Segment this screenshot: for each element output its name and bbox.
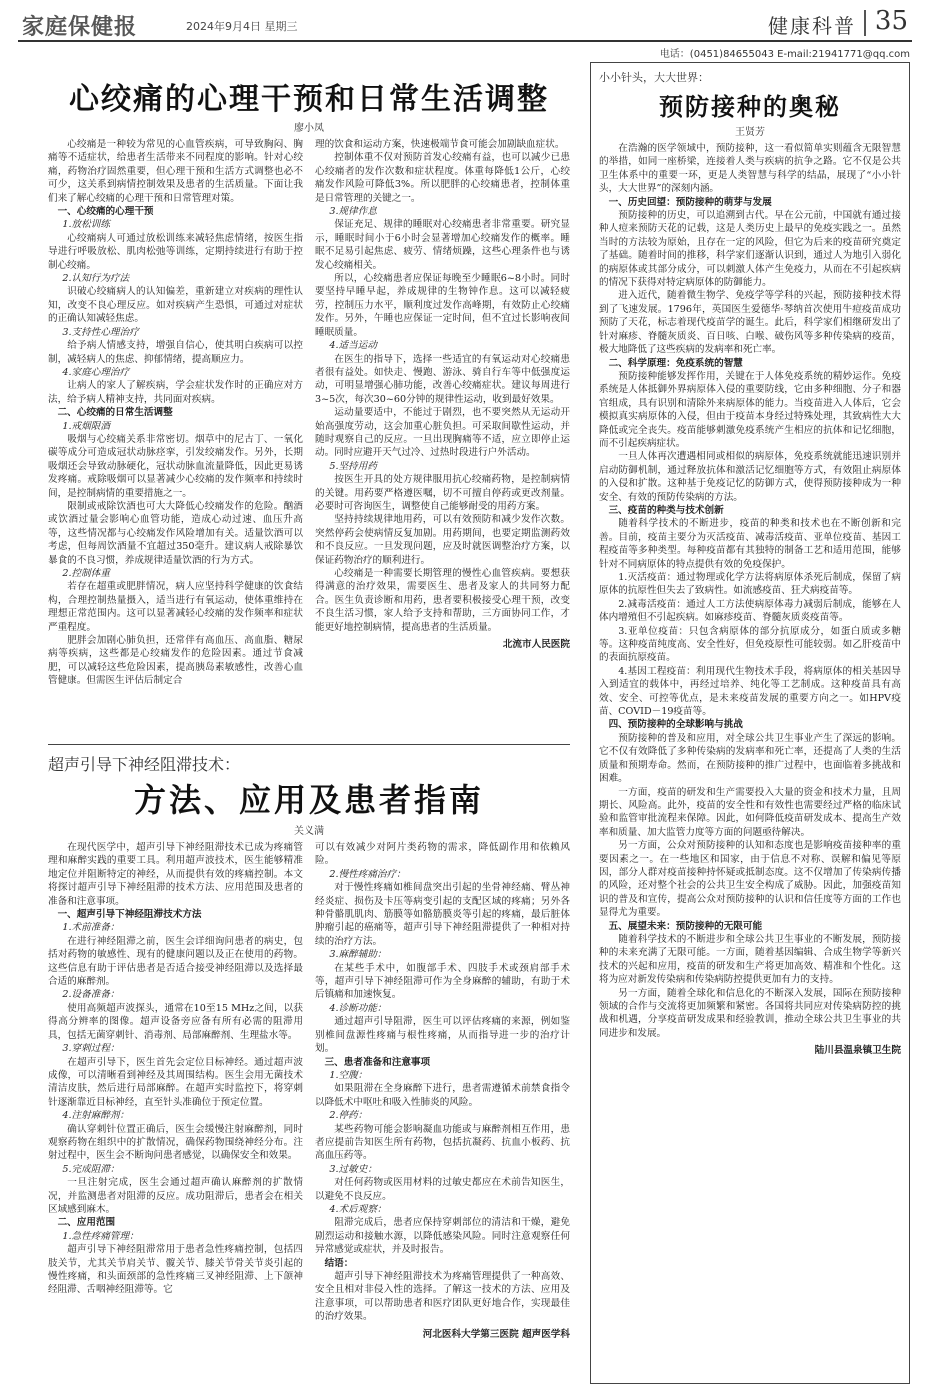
paragraph: 预防接种能够发挥作用，关键在于人体免疫系统的精妙运作。免疫系统是人体抵御外界病原体入侵的重要防线，它由多种细胞、分子和器官组成，具有识别和清除外来病原体的能力。当疫苗进入人体后，它会模拟真实病原体的入侵，但由于疫苗本身经过特殊处理，其致病性大大降低或完全丧失。疫苗能够刺激免疫系统产生相应的抗体和记忆细胞，而不引起疾病症状。 — [599, 370, 901, 449]
paragraph: 对任何药物或医用材料的过敏史都应在术前告知医生，以避免不良反应。 — [315, 1177, 570, 1202]
paragraph: 另一方面，公众对预防接种的认知和态度也是影响疫苗接种率的重要因素之一。在一些地区和国家，由于信息不对称、误解和偏见等原因，部分人群对疫苗接种持怀疑或抵制态度。这不仅增加了传染病传播的风险，还对整个社会的公共卫生安全构成了威胁。因此，加强疫苗知识的普及和宣传，提高公众对预防接种的认识和信任度等方面的工作也显得尤为重要。 — [599, 840, 901, 919]
subsection-heading: 3.过敏史： — [329, 1163, 377, 1175]
publication-name: 家庭保健报 — [22, 14, 138, 40]
section-heading: 三、患者准备和注意事项 — [324, 1056, 431, 1068]
paragraph: 肥胖会加剧心肺负担，还常伴有高血压、高血脂、糖尿病等疾病，这些都是心绞痛发作的危险因素。通过节食减肥，可以减轻这些危险因素，提高胰岛素敏感性，改善心血管健康。但需医生评估后制定合 — [48, 635, 303, 687]
paragraph: 所以，心绞痛患者应保证每晚至少睡眠6~8小时。同时要坚持早睡早起，养成规律的生物钟作息。这可以减轻疲劳，控制压力水平，顺利度过发作高峰期，有效防止心绞痛发作。另外，午睡也应保证一定时间，但不宜过长影响夜间睡眠质量。 — [315, 273, 570, 338]
paragraph: 在某些手术中，如腹部手术、四肢手术或颈肩部手术等，超声引导下神经阻滞可作为全身麻醉的辅助，有助于术后镇痛和加速恢复。 — [315, 962, 570, 1001]
article-columns — [48, 138, 570, 688]
article-title: 方法、应用及患者指南 — [133, 781, 484, 819]
paragraph: 心绞痛是一种需要长期管理的慢性心血管疾病。要想获得满意的治疗效果，需要医生、患者及家人的共同努力配合。医生负责诊断和用药，患者要积极接受心理干预，改变不良生活习惯，家人给予支持和帮助，三方面协同工作，才能更好地控制病情，提高患者的生活质量。 — [315, 568, 570, 633]
paragraph: 在进行神经阻滞之前，医生会详细询问患者的病史，包括对药物的敏感性、现有的健康问题以及正在使用的药物。这些信息有助于评估患者是否适合接受神经阻滞以及选择最合适的麻醉剂。 — [48, 935, 303, 988]
paragraph: 坚持持续规律地用药，可以有效预防和减少发作次数。突然停药会使病情反复加剧。用药期间，也要定期监测药效和不良反应。一旦发现问题，应及时就医调整治疗方案，以保证药物治疗的顺利进行。 — [315, 514, 570, 566]
paragraph: 预防接种的历史，可以追溯到古代。早在公元前，中国就有通过接种人痘来预防天花的记载，这是人类历史上最早的免疫实践之一。虽然当时的方法较为原始，且存在一定的风险，但它为后来的疫苗研究奠定了基础。随着时间的推移，科学家们逐渐认识到，通过人为地引入弱化的病原体或其部分成分，可以刺激人体产生免疫力，从而在不引起疾病的情况下获得对特定病原体的防御能力。 — [599, 210, 901, 289]
section-heading: 结语： — [324, 1257, 354, 1269]
paragraph: 在浩瀚的医学领域中，预防接种，这一看似简单实则蕴含无限智慧的举措，如同一座桥梁，连接着人类与疾病的抗争之路。它不仅是公共卫生体系中的重要一环，更是人类智慧与科学的结晶，展现了“小小针头，大大世界”的深刻内涵。 — [599, 143, 901, 195]
article-ultrasound-nerve-block — [48, 750, 570, 1382]
subsection-heading: 4.家庭心理治疗 — [62, 366, 130, 378]
paragraph: 对于慢性疼痛如椎间盘突出引起的坐骨神经痛、臂丛神经炎症、损伤及卡压等病变引起的支配区域的疼痛；另外各种骨骼肌肌肉、筋膜等如骼筋膜炎等引起的疼痛，最后脏体肿瘤引起的癌痛等，超声引导下神经阻滞提供了一种相对持续的治疗方法。 — [315, 882, 570, 947]
paragraph: 另一方面，随着全球化和信息化的不断深入发展，国际在预防接种领域的合作与交流将更加频繁和紧密。各国将共同应对传染病防控的挑战和机遇，分享疫苗研发成果和经验教训，推动全球公共卫生事业的共同进步和发展。 — [599, 987, 901, 1039]
paragraph: 给予病人情感支持，增强自信心，使其明白疾病可以控制，减轻病人的焦虑、抑郁情绪，提高顺应力。 — [48, 340, 303, 365]
paragraph: 一旦人体再次遭遇相同或相似的病原体，免疫系统就能迅速识别并启动防御机制，通过释放抗体和激活记忆细胞等方式，有效阻止病原体的入侵和扩散。这种基于免疫记忆的防御方式，使得预防接种成为一种安全、有效的预防传染病的方法。 — [599, 451, 901, 503]
article-kicker: 超声引导下神经阻滞技术： — [48, 755, 241, 774]
article-columns — [599, 142, 901, 1058]
paragraph: 若存在超重或肥胖情况，病人应坚持科学健康的饮食结构，合理控制热量摄入，适当进行有氧运动，使体重维持在理想正常范围内。这可以显著减轻心绞痛的发作频率和症状严重程度。 — [48, 581, 303, 633]
article-title: 预防接种的奥秘 — [659, 92, 841, 121]
article-column — [599, 142, 901, 1058]
paragraph: 阻滞完成后，患者应保持穿刺部位的清洁和干燥，避免剧烈运动和接触水源，以降低感染风险。同时注意观察任何异常感觉或症状，并及时报告。 — [315, 1217, 570, 1256]
paragraph: 按医生开具的处方规律服用抗心绞痛药物，是控制病情的关键。用药要严格遵医嘱，切不可擅自停药或更改剂量。必要时可咨询医生，调整使自己能够耐受的用药方案。 — [315, 474, 570, 512]
subsection-heading: 1.急性疼痛管理： — [62, 1230, 139, 1242]
subsection-heading: 1.放松训练 — [62, 219, 110, 231]
section-heading: 一、心绞痛的心理干预 — [57, 206, 154, 218]
subsection-heading: 1.空腹： — [329, 1069, 368, 1081]
issue-date: 2024年9月4日 星期三 — [186, 20, 298, 33]
section-heading: 一、历史回望：预防接种的萌芽与发展 — [608, 196, 772, 208]
paragraph: 理的饮食和运动方案，快速极端节食可能会加剧缺血症状。 — [315, 139, 565, 150]
subsection-heading: 4.术后观察： — [329, 1203, 387, 1215]
paragraph: 超声引导下神经阻滞技术为疼痛管理提供了一种高效、安全且相对非侵入性的选择。了解这一技术的方法、应用及注意事项，可以帮助患者和医疗团队更好地合作，实现最佳的治疗效果。 — [315, 1271, 570, 1323]
article-column — [315, 138, 570, 688]
section-heading: 三、疫苗的种类与技术创新 — [608, 504, 724, 516]
paragraph: 心绞痛是一种较为常见的心血管疾病，可导致胸闷、胸痛等不适症状，给患者生活带来不同程度的影响。针对心绞痛，药物治疗固然重要，但心理干预和生活方式调整也必不可少，这关系到病情控制效果及患者的生活质量。下面让我们来了解心绞痛的心理干预和日常管理对策。 — [48, 139, 303, 204]
article-divider — [48, 744, 570, 745]
section-heading: 四、预防接种的全球影响与挑战 — [608, 719, 743, 731]
paragraph: 让病人的家人了解疾病，学会症状发作时的正确应对方法，给予病人精神支持，共同面对疾病。 — [48, 380, 303, 405]
paragraph: 一旦注射完成，医生会通过超声确认麻醉剂的扩散情况，并监测患者对阻滞的反应。成功阻滞后，患者会在相关区域感到麻木。 — [48, 1177, 303, 1215]
page-number: 35 — [874, 6, 908, 36]
paragraph: 3.亚单位疫苗：只包含病原体的部分抗原成分，如蛋白质或多糖等。这种疫苗纯度高、安全性好，但免疫原性可能较弱。如乙肝疫苗中的表面抗原疫苗。 — [599, 625, 901, 664]
paragraph: 使用高频超声波探头，通常在10至15 MHz之间，以获得高分辨率的图像。超声设备旁应备有所有必需的阻滞用具，包括无菌穿刺针、消毒剂、局部麻醉剂、生理盐水等。 — [48, 1002, 303, 1041]
paragraph: 识破心绞痛病人的认知偏差，重新建立对疾病的理性认知，改变不良心理反应。如对疾病产生恐惧，可通过对症状的正确认知减轻焦虑。 — [48, 286, 303, 325]
subsection-heading: 2.停药： — [329, 1110, 368, 1122]
paragraph: 超声引导下神经阻滞常用于患者急性疼痛控制，包括四肢关节，尤其关节肩关节、髋关节、膝关节骨关节炎引起的慢性疼痛，和头面颈部的急性疼痛三叉神经阻滞、上下颌神经阻滞、舌咽神经阻滞等。它 — [48, 1244, 303, 1296]
subsection-heading: 2.慢性疼痛治疗： — [329, 868, 406, 880]
paragraph: 限制或戒除饮酒也可大大降低心绞痛发作的危险。酗酒或饮酒过量会影响心血管功能，造成心动过速、血压升高等，这些情况都与心绞痛发作风险增加有关。适量饮酒可以考虑，但每周饮酒量不宜超过350毫升。建议病人戒除暴饮暴食的不良习惯，养成规律适量饮酒的行为方式。 — [48, 500, 303, 566]
section-heading: 二、心绞痛的日常生活调整 — [57, 407, 173, 419]
paragraph: 通过超声引导阻滞，医生可以评估疼痛的来源，例如鉴别椎间盘源性疼痛与根性疼痛，从而指导进一步的治疗计划。 — [315, 1016, 570, 1055]
article-author: 王贤芳 — [735, 127, 765, 138]
paragraph: 控制体重不仅对预防首发心绞痛有益，也可以减少已患心绞痛者的发作次数和症状程度。体重每降低1公斤，心绞痛发作风险可降低3%。所以肥胖的心绞痛患者，控制体重是日常管理的关键之一。 — [315, 152, 570, 204]
subsection-heading: 2.设备准备： — [62, 989, 120, 1001]
subsection-heading: 2.控制体重 — [62, 568, 110, 579]
subsection-heading: 3.支持性心理治疗 — [62, 326, 139, 338]
article-column — [315, 841, 570, 1341]
paragraph: 1.灭活疫苗：通过物理或化学方法将病原体杀死后制成，保留了病原体的抗原性但失去了致病性。如流感疫苗、狂犬病疫苗等。 — [599, 572, 901, 597]
article-columns — [48, 841, 570, 1341]
paragraph: 某些药物可能会影响凝血功能或与麻醉剂相互作用，患者应提前告知医生所有药物，包括抗凝药、抗血小板药、抗高血压药等。 — [315, 1123, 570, 1162]
paragraph: 在超声引导下，医生首先会定位目标神经。通过超声波成像，可以清晰看到神经及其周围结构。医生会用无菌技术清洁皮肤，然后进行局部麻醉。在超声实时监控下，将穿刺针逐渐靠近目标神经，直至针头准确位于预定位置。 — [48, 1056, 303, 1108]
subsection-heading: 1.术前准备： — [62, 922, 120, 934]
subsection-heading: 3.规律作息 — [329, 206, 377, 218]
paragraph: 心绞痛病人可通过放松训练来减轻焦虑情绪，按医生指导进行呼吸放松、肌肉松弛等训练，定期持续进行有助于控制心绞痛。 — [48, 232, 303, 271]
paragraph: 在医生的指导下，选择一些适宜的有氧运动对心绞痛患者很有益处。如快走、慢跑、游泳、骑自行车等中低强度运动，可明显增强心肺功能，改善心绞痛症状。建议每周进行3~5次，每次30~60分钟的规律性运动，收到最好效果。 — [315, 353, 570, 405]
article-vaccination — [590, 62, 910, 1384]
source-credit: 北流市人民医院 — [502, 639, 570, 651]
paragraph: 保证充足、规律的睡眠对心绞痛患者非常重要。研究显示，睡眠时间小于6小时会显著增加心绞痛发作的概率。睡眠不足易引起焦虑、疲劳、情绪烦躁，这些心理条件也与诱发心绞痛相关。 — [315, 219, 570, 271]
contact-info: 电话：(0451)84655043 E-mail:21941771@qq.com — [659, 49, 910, 60]
paragraph: 可以有效减少对阿片类药物的需求，降低副作用和依赖风险。 — [315, 842, 570, 867]
subsection-heading: 5.坚持用药 — [329, 460, 377, 472]
paragraph: 进入近代，随着微生物学、免疫学等学科的兴起，预防接种技术得到了飞速发展。1796年，英国医生爱德华·琴纳首次使用牛痘疫苗成功预防了天花，标志着现代疫苗学的诞生。此后，科学家们相继研发出了针对麻疹、脊髓灰质炎、百日咳、白喉、破伤风等多种传染病的疫苗，极大地降低了这些疾病的发病率和死亡率。 — [599, 290, 901, 356]
subsection-heading: 4.诊断功能： — [329, 1002, 387, 1014]
article-author: 关义满 — [294, 826, 324, 837]
paragraph: 4.基因工程疫苗：利用现代生物技术手段，将病原体的相关基因导入到适宜的载体中，再经过培养、纯化等工艺制成。这种疫苗具有高效、安全、可控等优点，是未来疫苗发展的重要方向之一。如HPV疫苗、COVID－19疫苗等。 — [599, 665, 901, 718]
source-credit: 河北医科大学第三医院 超声医学科 — [422, 1328, 570, 1340]
paragraph: 确认穿刺针位置正确后，医生会缓慢注射麻醉剂，同时观察药物在组织中的扩散情况，确保药物围绕神经分布。注射过程中，医生会不断询问患者感觉，以确保安全和效果。 — [48, 1123, 303, 1162]
section-heading: 五、展望未来：预防接种的无限可能 — [608, 920, 763, 932]
article-kicker: 小小针头，大大世界： — [599, 71, 709, 84]
article-column — [48, 841, 303, 1341]
article-column — [48, 138, 303, 688]
subsection-heading: 4.注射麻醉剂： — [62, 1110, 130, 1122]
subsection-heading: 4.适当运动 — [329, 340, 377, 352]
subsection-heading: 3.穿刺过程： — [62, 1043, 120, 1055]
paragraph: 随着科学技术的不断进步，疫苗的种类和技术也在不断创新和完善。目前，疫苗主要分为灭活疫苗、减毒活疫苗、亚单位疫苗、基因工程疫苗等多种类型。每种疫苗都有其独特的制备工艺和适用范围，能够针对不同病原体的特点提供有效的免疫保护。 — [599, 518, 901, 570]
section-heading: 二、应用范围 — [57, 1217, 116, 1229]
source-credit: 陆川县温泉镇卫生院 — [814, 1045, 901, 1057]
section-heading: 二、科学原理：免疫系统的智慧 — [608, 357, 743, 369]
subsection-heading: 1.戒烟限酒 — [62, 420, 110, 432]
masthead — [18, 6, 912, 38]
paragraph: 运动量要适中，不能过于剧烈，也不要突然从无运动开始高强度劳动，这会加重心脏负担。可采取间歇性运动，并随时观察自己的反应。一旦出现胸痛等不适，应立即停止运动。同时应避开天气过冷、过热时段进行户外活动。 — [315, 407, 570, 459]
page-number-divider — [864, 10, 866, 36]
article-angina — [48, 60, 570, 740]
paragraph: 如果阻滞在全身麻醉下进行，患者需遵循术前禁食指令以降低术中呕吐和吸入性肺炎的风险。 — [315, 1083, 570, 1108]
paragraph: 2.减毒活疫苗：通过人工方法使病原体毒力减弱后制成，能够在人体内增殖但不引起疾病。如麻疹疫苗、脊髓灰质炎疫苗等。 — [599, 598, 901, 624]
article-title: 心绞痛的心理干预和日常生活调整 — [69, 82, 549, 117]
paragraph: 在现代医学中，超声引导下神经阻滞技术已成为疼痛管理和麻醉实践的重要工具。利用超声波技术，医生能够精准地定位并阻断特定的神经，从而提供有效的疼痛控制。本文将探讨超声引导下神经阻滞的技术方法、应用范围及患者的准备和注意事项。 — [48, 842, 303, 907]
article-author: 廖小凤 — [294, 123, 324, 134]
subsection-heading: 5.完成阻滞： — [62, 1163, 120, 1175]
section-name: 健康科普 — [768, 14, 856, 38]
subsection-heading: 3.麻醉辅助： — [329, 949, 387, 961]
subsection-heading: 2.认知行为疗法 — [62, 273, 130, 285]
paragraph: 随着科学技术的不断进步和全球公共卫生事业的不断发展，预防接种的未来充满了无限可能。一方面，随着基因编辑、合成生物学等新兴技术的兴起和应用，疫苗的研发和生产将更加高效、精准和个性化。这将为应对新发传染病和传染病防控提供更加有力的支持。 — [599, 933, 901, 986]
paragraph: 预防接种的普及和应用，对全球公共卫生事业产生了深远的影响。它不仅有效降低了多种传染病的发病率和死亡率，还提高了人类的生活质量和预期寿命。然而，在预防接种的推广过程中，也面临着多挑战和困难。 — [599, 732, 901, 785]
masthead-rule — [18, 40, 912, 42]
paragraph: 吸烟与心绞痛关系非常密切。烟草中的尼古丁、一氧化碳等成分可造成冠状动脉痉挛，引发绞痛发作。另外，长期吸烟还会导致动脉硬化，冠状动脉血流量降低，因此更易诱发疼痛。戒除吸烟可以显著减少心绞痛的发作频率和持续时间，是控制病情的重要措施之一。 — [48, 433, 303, 499]
paragraph: 一方面，疫苗的研发和生产需要投入大量的资金和技术力量，且周期长、风险高。此外，疫苗的安全性和有效性也需要经过严格的临床试验和监管审批流程来保障。因此，如何降低疫苗研发成本、提高生产效率和质量、加大监管力度等方面的问题亟待解决。 — [599, 786, 901, 838]
section-heading: 一、超声引导下神经阻滞技术方法 — [57, 909, 202, 921]
